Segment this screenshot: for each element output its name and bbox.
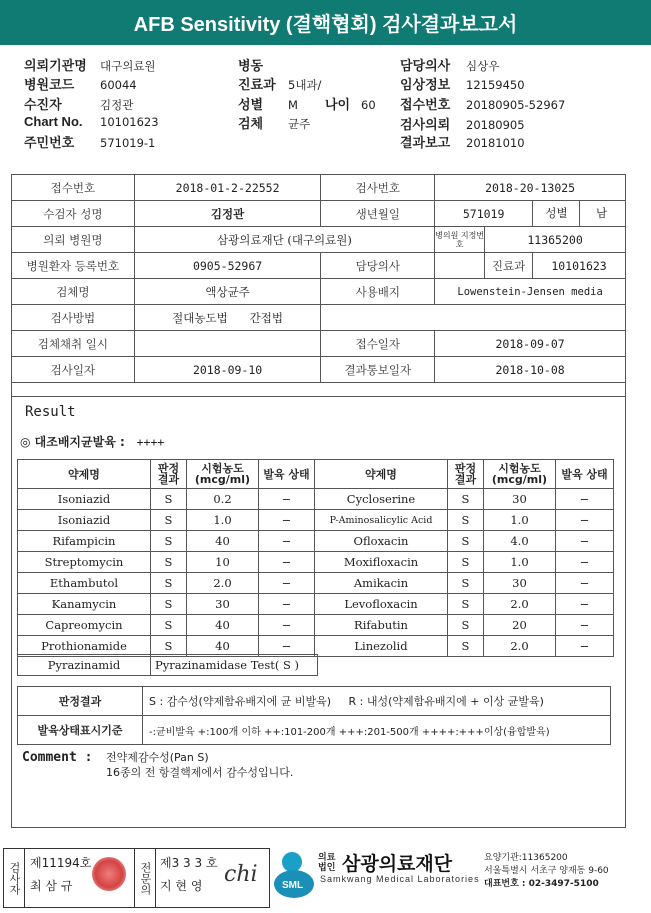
drug-name: Cycloserine — [315, 489, 448, 510]
legend-judge-label: 판정결과 — [18, 687, 143, 716]
growth: − — [259, 594, 315, 615]
legend-table — [17, 686, 611, 745]
drug-table — [17, 459, 614, 657]
header-report: 결과보고 20181010 — [400, 135, 525, 150]
judge: S — [448, 531, 484, 552]
concentration: 0.2 — [187, 489, 259, 510]
header-code: 병원코드 60044 — [24, 77, 137, 92]
value-doctor — [435, 253, 485, 279]
table-row — [18, 489, 614, 510]
drug-name: P-Aminosalicylic Acid — [315, 510, 448, 531]
org-address: 서울특별시 서초구 양재동 9-60 — [484, 866, 609, 876]
table-row — [18, 510, 614, 531]
header-hospital: 의뢰기관명 대구의료원 — [24, 58, 156, 73]
judge: S — [448, 552, 484, 573]
drug-name: Amikacin — [315, 573, 448, 594]
growth: − — [556, 552, 614, 573]
value-hospital: 삼광의료재단 (대구의료원) — [134, 227, 434, 253]
header-patient: 수진자 김정관 — [24, 97, 134, 112]
growth: − — [259, 531, 315, 552]
judge: S — [151, 552, 187, 573]
header-sex: 성별 M — [238, 97, 298, 112]
drug-name: Isoniazid — [18, 510, 151, 531]
value-designation-no: 11365200 — [485, 227, 626, 253]
label-medium: 사용배지 — [321, 279, 435, 305]
judge: S — [448, 573, 484, 594]
growth: − — [556, 573, 614, 594]
judge: S — [151, 489, 187, 510]
header-ward: 병동 — [238, 58, 264, 73]
growth: − — [556, 510, 614, 531]
table-row — [18, 573, 614, 594]
growth: − — [556, 489, 614, 510]
label-collection-date: 검체채취 일시 — [12, 331, 135, 357]
label-receipt-date: 접수일자 — [321, 331, 435, 357]
label-designation-no: 병의원 지정번호 — [435, 227, 485, 253]
org-info — [484, 852, 609, 891]
concentration: 40 — [187, 636, 259, 657]
header-specimen: 검체 균주 — [238, 116, 311, 131]
col-conc-2: 시험농도 (mcg/ml) — [484, 460, 556, 489]
concentration: 1.0 — [187, 510, 259, 531]
judge: S — [151, 510, 187, 531]
concentration: 2.0 — [187, 573, 259, 594]
value-receipt-no: 2018-01-2-22552 — [134, 175, 321, 201]
drug-name: Prothionamide — [18, 636, 151, 657]
drug-name: Rifabutin — [315, 615, 448, 636]
growth: − — [259, 615, 315, 636]
col-judge: 판정 결과 — [151, 460, 187, 489]
legend-growth-label: 발육상태표시기준 — [18, 716, 143, 745]
specialist-name: 지 현 영 — [160, 879, 203, 893]
growth: − — [556, 594, 614, 615]
label-hospital: 의뢰 병원명 — [12, 227, 135, 253]
concentration: 40 — [187, 615, 259, 636]
drug-name: Linezolid — [315, 636, 448, 657]
col-drug-2: 약제명 — [315, 460, 448, 489]
table-row — [18, 531, 614, 552]
drug-name: Moxifloxacin — [315, 552, 448, 573]
judge: S — [151, 636, 187, 657]
concentration: 40 — [187, 531, 259, 552]
concentration: 20 — [484, 615, 556, 636]
col-drug: 약제명 — [18, 460, 151, 489]
judge: S — [448, 636, 484, 657]
drug-name: Isoniazid — [18, 489, 151, 510]
pyrazinamid-row — [17, 654, 318, 676]
judge: S — [151, 615, 187, 636]
growth: − — [259, 552, 315, 573]
value-method: 절대농도법 — [172, 310, 228, 325]
legend-growth: -:균비발육 +:100개 이하 ++:101-200개 +++:201-500개 ++++:+++이상(융합발육) — [143, 716, 611, 745]
header-rrn: 주민번호 571019-1 — [24, 135, 156, 150]
drug-name: Kanamycin — [18, 594, 151, 615]
value-patient-reg: 0905-52967 — [134, 253, 321, 279]
header-age: 나이 60 — [325, 97, 376, 112]
form-info-table — [11, 174, 626, 383]
inspector-no: 제11194호 — [30, 856, 92, 870]
comment-line1: 전약제감수성(Pan S) — [106, 751, 209, 764]
concentration: 1.0 — [484, 552, 556, 573]
divider — [11, 396, 626, 397]
judge: S — [151, 594, 187, 615]
header-dept: 진료과 5내과/ — [238, 77, 322, 92]
drug-name: Ethambutol — [18, 573, 151, 594]
growth: − — [556, 615, 614, 636]
drug-name: Levofloxacin — [315, 594, 448, 615]
value-medium: Lowenstein-Jensen media — [435, 279, 626, 305]
header-receipt: 접수번호 20180905-52967 — [400, 97, 566, 112]
value-report-date: 2018-10-08 — [435, 357, 626, 383]
signature: chi — [224, 862, 258, 887]
value-test-date: 2018-09-10 — [134, 357, 321, 383]
label-sex: 성별 — [535, 201, 580, 226]
drug-name: Ofloxacin — [315, 531, 448, 552]
concentration: 2.0 — [484, 594, 556, 615]
header-request: 검사의뢰 20180905 — [400, 117, 525, 132]
label-patient-reg: 병원환자 등록번호 — [12, 253, 135, 279]
org-phone: 대표번호 : 02-3497-5100 — [484, 879, 599, 889]
judge: S — [448, 489, 484, 510]
judge: S — [448, 510, 484, 531]
table-row — [18, 552, 614, 573]
value-test-no: 2018-20-13025 — [435, 175, 626, 201]
legend-judge-r: R : 내성(약제함유배지에 + 이상 균발육) — [348, 695, 544, 708]
value-receipt-date: 2018-09-07 — [435, 331, 626, 357]
sml-logo-icon — [272, 848, 318, 900]
growth: − — [259, 489, 315, 510]
comment-label: Comment : — [22, 750, 93, 765]
concentration: 2.0 — [484, 636, 556, 657]
growth: − — [556, 531, 614, 552]
inspector-seal-icon — [92, 857, 126, 891]
judge: S — [151, 531, 187, 552]
label-receipt-no: 접수번호 — [12, 175, 135, 201]
concentration: 10 — [187, 552, 259, 573]
header-clinical: 임상정보 12159450 — [400, 77, 525, 92]
result-title: Result — [25, 404, 76, 420]
table-row — [18, 615, 614, 636]
value-collection-date — [134, 331, 321, 357]
comment-line2: 16종의 전 항결핵제에서 감수성입니다. — [106, 766, 294, 779]
header-doctor: 담당의사 심상우 — [400, 58, 500, 73]
label-specimen: 검체명 — [12, 279, 135, 305]
drug-name: Capreomycin — [18, 615, 151, 636]
org-name: 삼광의료재단 — [342, 854, 453, 875]
value-specimen: 액상균주 — [134, 279, 321, 305]
drug-name: Rifampicin — [18, 531, 151, 552]
inspector-label: 검사자 — [4, 849, 25, 907]
specialist-no: 제3 3 3 호 — [160, 856, 218, 870]
value-birth: 571019 — [435, 201, 533, 227]
judge: S — [448, 615, 484, 636]
legend-judge-s: S : 감수성(약제함유배지에 균 비발육) — [149, 695, 332, 708]
col-growth: 발육 상태 — [259, 460, 315, 489]
value-method-type: 간접법 — [249, 310, 283, 325]
growth: − — [259, 573, 315, 594]
pyrazinamid-label: Pyrazinamid — [18, 655, 151, 676]
judge: S — [151, 573, 187, 594]
label-doctor: 담당의사 — [321, 253, 435, 279]
value-patient-name: 김정관 — [134, 201, 321, 227]
org-en: Samkwang Medical Laboratories — [320, 874, 480, 884]
col-conc: 시험농도 (mcg/ml) — [187, 460, 259, 489]
label-birth: 생년월일 — [321, 201, 435, 227]
judge: S — [448, 594, 484, 615]
label-report-date: 결과통보일자 — [321, 357, 435, 383]
concentration: 4.0 — [484, 531, 556, 552]
col-judge-2: 판정 결과 — [448, 460, 484, 489]
comment-text — [106, 750, 293, 780]
logo-text: SML — [282, 880, 304, 891]
org-code: 요양기관:11365200 — [484, 853, 568, 863]
growth: − — [556, 636, 614, 657]
label-test-date: 검사일자 — [12, 357, 135, 383]
table-row — [18, 594, 614, 615]
label-test-no: 검사번호 — [321, 175, 435, 201]
value-dept: 10101623 — [533, 253, 626, 279]
value-sex: 남 — [595, 206, 608, 220]
concentration: 30 — [484, 489, 556, 510]
pyrazinamid-test: Pyrazinamidase Test( S ) — [151, 655, 318, 676]
drug-name: Streptomycin — [18, 552, 151, 573]
inspector-name: 최 삼 규 — [30, 879, 73, 893]
specialist-label: 전문의 — [134, 849, 156, 907]
concentration: 30 — [484, 573, 556, 594]
org-prefix: 의료 법인 — [318, 852, 336, 872]
col-growth-2: 발육 상태 — [556, 460, 614, 489]
label-method: 검사방법 — [12, 305, 135, 331]
control-growth: ◎ 대조배지균발육 : ++++ — [20, 435, 165, 449]
header-chart: Chart No. 10101623 — [24, 114, 159, 129]
report-title: AFB Sensitivity (결핵협회) 검사결과보고서 — [0, 0, 651, 45]
label-patient-name: 수검자 성명 — [12, 201, 135, 227]
growth: − — [259, 510, 315, 531]
label-dept: 진료과 — [485, 253, 533, 279]
growth: − — [259, 636, 315, 657]
concentration: 1.0 — [484, 510, 556, 531]
concentration: 30 — [187, 594, 259, 615]
